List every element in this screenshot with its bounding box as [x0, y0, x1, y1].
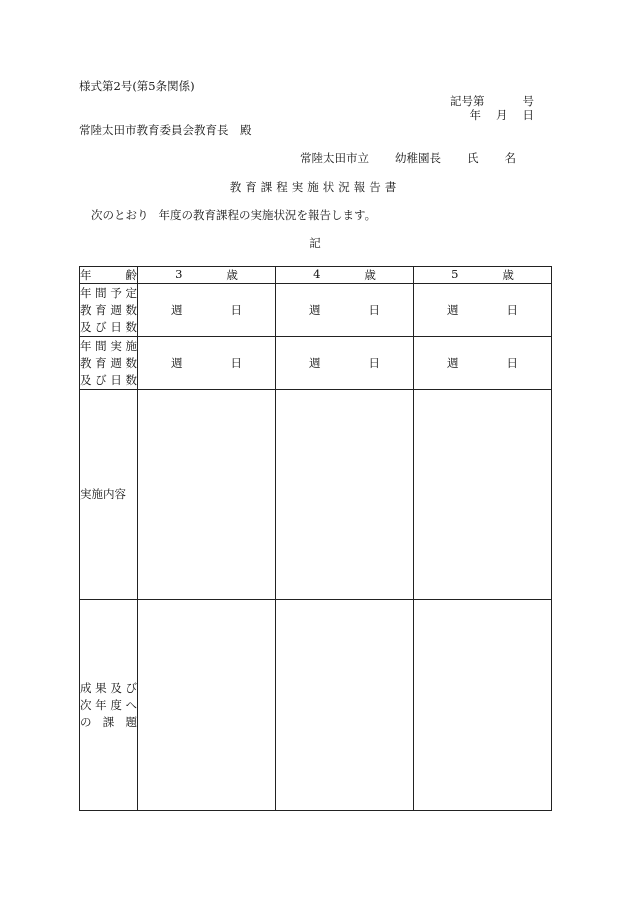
date-year: 年	[469, 108, 481, 122]
actual-cell-age-4[interactable]	[276, 337, 414, 390]
age-number: 5	[451, 267, 459, 281]
intro-part-2: 年度の教育課程の実施状況を報告します。	[158, 208, 377, 222]
age-column-3	[138, 267, 276, 284]
addressee: 常陸太田市教育委員会教育長 殿	[79, 123, 252, 137]
week-label: 週	[309, 356, 321, 370]
week-label: 週	[309, 303, 321, 317]
reference-suffix: 号	[522, 94, 534, 108]
form-number-label: 様式第2号(第5条関係)	[79, 79, 195, 93]
document-title: 教育課程実施状況報告書	[229, 180, 401, 194]
age-number: 4	[313, 267, 321, 281]
week-label: 週	[447, 303, 459, 317]
sender-name-shi: 氏	[467, 151, 479, 165]
week-label: 週	[447, 356, 459, 370]
week-label: 週	[171, 356, 183, 370]
age-unit: 歳	[364, 268, 376, 282]
day-label: 日	[230, 356, 242, 370]
planned-cell-age-3[interactable]	[138, 284, 276, 337]
reference-number-line	[450, 96, 534, 108]
age-unit: 歳	[226, 268, 238, 282]
day-label: 日	[230, 303, 242, 317]
planned-cell-age-5[interactable]	[414, 284, 552, 337]
age-header-label: 年 齢	[80, 268, 137, 282]
results-cell-age-3[interactable]	[138, 600, 276, 811]
sender-name-mei: 名	[504, 151, 516, 165]
week-label: 週	[171, 303, 183, 317]
content-row	[80, 390, 552, 600]
intro-sentence	[91, 210, 376, 222]
day-label: 日	[368, 303, 380, 317]
content-cell-age-4[interactable]	[276, 390, 414, 600]
actual-cell-age-5[interactable]	[414, 337, 552, 390]
date-month: 月	[496, 108, 508, 122]
day-label: 日	[506, 303, 518, 317]
date-day: 日	[522, 108, 534, 122]
actual-cell-age-3[interactable]	[138, 337, 276, 390]
table-header-row	[80, 267, 552, 284]
planned-row-label: 年間予定 教育週数 及び日数	[80, 284, 138, 337]
planned-cell-age-4[interactable]	[276, 284, 414, 337]
results-cell-age-4[interactable]	[276, 600, 414, 811]
report-table	[79, 266, 552, 811]
age-number: 3	[175, 267, 183, 281]
results-cell-age-5[interactable]	[414, 600, 552, 811]
age-column-4	[276, 267, 414, 284]
planned-weeks-days-row	[80, 284, 552, 337]
content-row-label: 実施内容	[80, 390, 138, 600]
results-row	[80, 600, 552, 811]
content-cell-age-3[interactable]	[138, 390, 276, 600]
ki-marker: 記	[309, 236, 321, 250]
day-label: 日	[506, 356, 518, 370]
age-unit: 歳	[502, 268, 514, 282]
age-column-5	[414, 267, 552, 284]
date-line	[470, 110, 535, 122]
reference-prefix: 記号第	[450, 94, 485, 108]
intro-part-1: 次のとおり	[91, 208, 149, 222]
actual-weeks-days-row	[80, 337, 552, 390]
day-label: 日	[368, 356, 380, 370]
results-row-label: 成果及び 次年度へ の課題	[80, 600, 138, 811]
actual-row-label: 年間実施 教育週数 及び日数	[80, 337, 138, 390]
sender-role: 幼稚園長	[395, 151, 441, 165]
content-cell-age-5[interactable]	[414, 390, 552, 600]
sender-line	[300, 153, 516, 165]
sender-city: 常陸太田市立	[300, 151, 369, 165]
